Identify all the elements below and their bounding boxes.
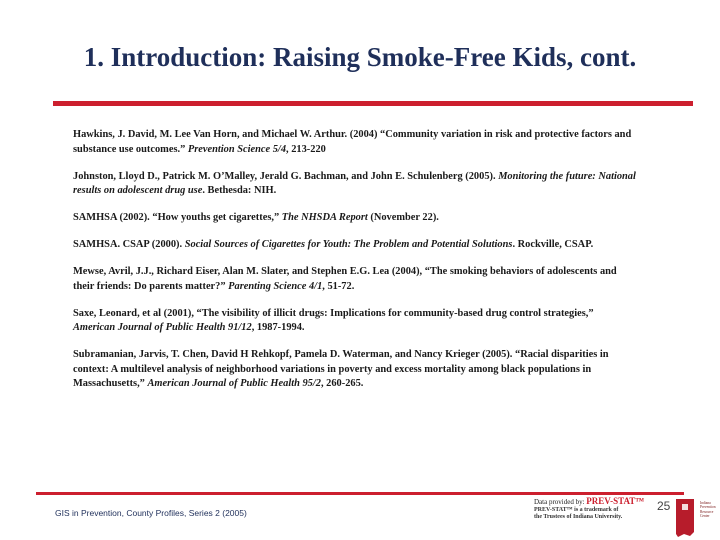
page-number: 25 xyxy=(657,499,671,513)
page-title: 1. Introduction: Raising Smoke-Free Kids, cont. xyxy=(83,42,637,72)
reference-item: Mewse, Avril, J.J., Richard Eiser, Alan M. Slater, and Stephen E.G. Lea (2004), “The smoking behaviors of adolescents and their friends: Do parents matter?” Parenting Science 4/1, 51-72. xyxy=(73,266,617,292)
trademark-line-2: the Trustees of Indiana University. xyxy=(534,514,623,520)
reference-item: Saxe, Leonard, et al (2001), “The visibility of illicit drugs: Implications for community-based drug control strategies,” American Journal of Public Health 91/12, 1987-1994. xyxy=(73,307,594,333)
logo-caption: Indiana Prevention Resource Center xyxy=(700,501,716,519)
reference-item: SAMHSA. CSAP (2000). Social Sources of Cigarettes for Youth: The Problem and Potential Solutions. Rockville, CSAP. xyxy=(73,239,594,250)
reference-item: Subramanian, Jarvis, T. Chen, David H Rehkopf, Pamela D. Waterman, and Nancy Krieger (2005). “Racial disparities in context: A multilevel analysis of neighborhood variations in poverty and excess mortality among black populations in Massachusetts,” American Journal of Public Health 95/2, 260-265. xyxy=(73,349,609,389)
credit-prefix: Data provided by: xyxy=(534,498,587,506)
reference-item: Hawkins, J. David, M. Lee Van Horn, and Michael W. Arthur. (2004) “Community variation in risk and protective factors and substance use outcomes.” Prevention Science 5/4, 213-220 xyxy=(73,129,632,155)
footer-divider xyxy=(36,492,684,495)
data-credit xyxy=(534,498,659,522)
reference-list xyxy=(73,128,638,404)
footer-series-text: GIS in Prevention, County Profiles, Series 2 (2005) xyxy=(55,508,247,518)
reference-item: Johnston, Lloyd D., Patrick M. O’Malley, Jerald G. Bachman, and John E. Schulenberg (2005). Monitoring the future: National results on adolescent drug use. Bethesda: NIH. xyxy=(73,170,636,196)
title-divider xyxy=(53,101,693,106)
reference-item: SAMHSA (2002). “How youths get cigarettes,” The NHSDA Report (November 22). xyxy=(73,212,439,223)
prev-stat-brand: PREV-STAT™ xyxy=(586,496,645,506)
trademark-line-1: PREV-STAT™ is a trademark of xyxy=(534,506,619,513)
